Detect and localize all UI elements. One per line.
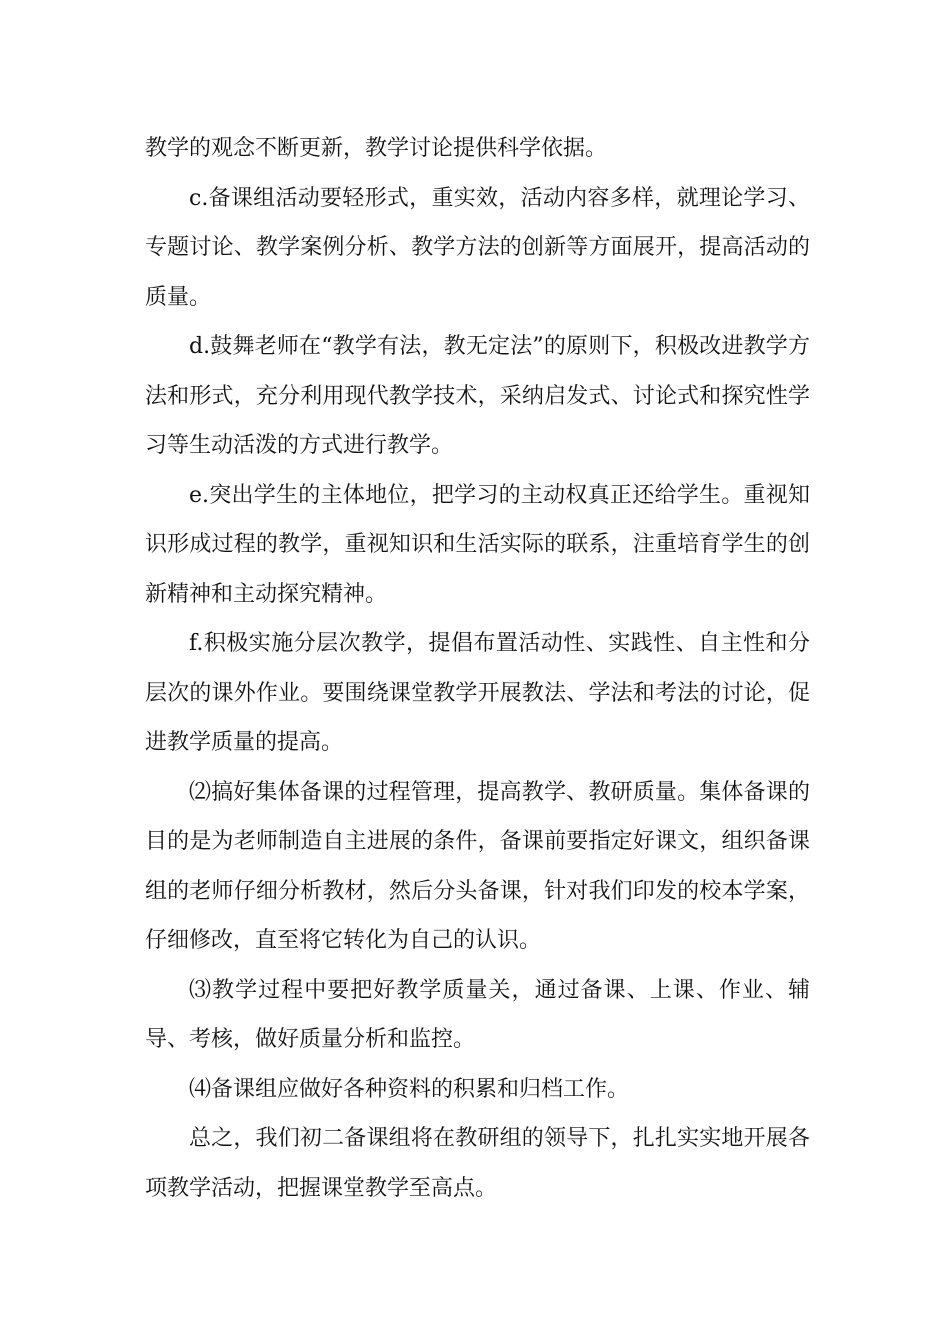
paragraph-3: d.鼓舞老师在“教学有法，教无定法”的原则下，积极改进教学方法和形式，充分利用现代教学技术，采纳启发式、讨论式和探究性学习等生动活泼的方式进行教学。 bbox=[145, 334, 810, 458]
paragraph-5: f.积极实施分层次教学，提倡布置活动性、实践性、自主性和分层次的课外作业。要围绕课堂教学开展教法、学法和考法的讨论，促进教学质量的提高。 bbox=[145, 631, 810, 755]
paragraph-1: 教学的观念不断更新，教学讨论提供科学依据。 bbox=[145, 136, 608, 161]
paragraph-7: ⑶教学过程中要把好教学质量关，通过备课、上课、作业、辅导、考核，做好质量分析和监控。 bbox=[145, 977, 810, 1052]
paragraph-6: ⑵搞好集体备课的过程管理，提高教学、教研质量。集体备课的目的是为老师制造自主进展的条件，备课前要指定好课文，组织备课组的老师仔细分析教材，然后分头备课，针对我们印发的校本学案，仔细修改，直至将它转化为自己的认识。 bbox=[145, 779, 810, 953]
paragraph-4: e.突出学生的主体地位，把学习的主动权真正还给学生。重视知识形成过程的教学，重视知识和生活实际的联系，注重培育学生的创新精神和主动探究精神。 bbox=[145, 482, 810, 607]
paragraph-8: ⑷备课组应做好各种资料的积累和归档工作。 bbox=[189, 1076, 630, 1102]
paragraph-2: c.备课组活动要轻形式，重实效，活动内容多样，就理论学习、专题讨论、教学案例分析、教学方法的创新等方面展开，提高活动的质量。 bbox=[145, 185, 810, 310]
paragraph-9: 总之，我们初二备课组将在教研组的领导下，扎扎实实地开展各项教学活动，把握课堂教学至高点。 bbox=[145, 1126, 810, 1201]
document-body bbox=[145, 124, 810, 1213]
